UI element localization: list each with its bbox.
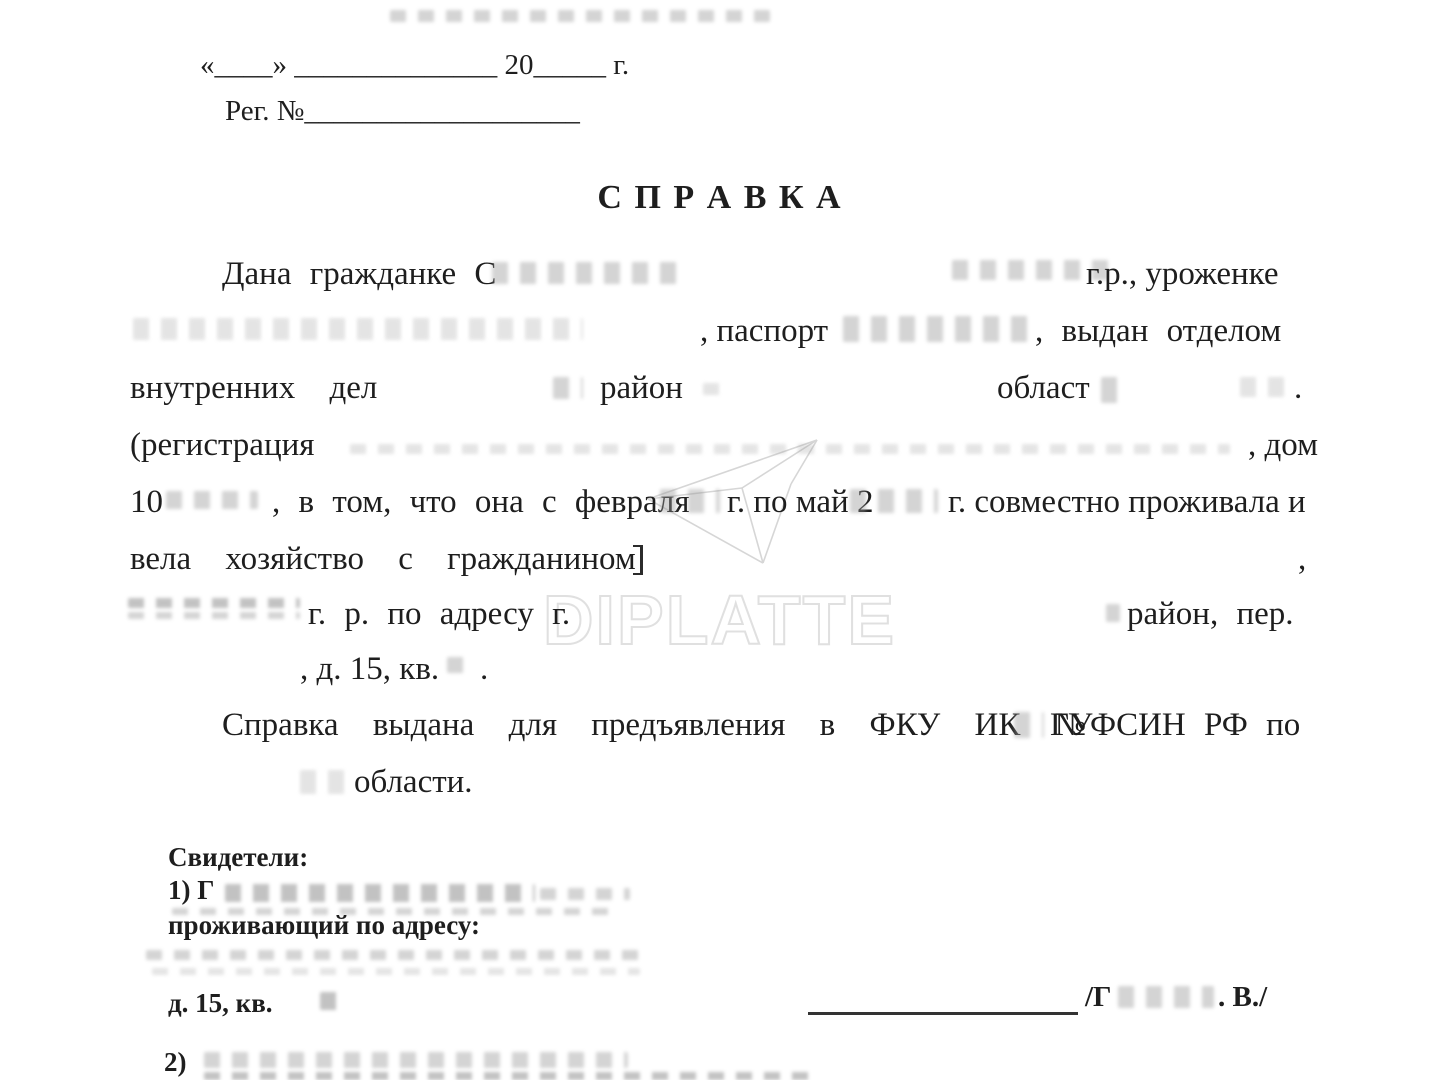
body-line2-passport: , паспорт <box>700 313 829 349</box>
purpose-line-end: ГУФСИН РФ по <box>1050 707 1301 743</box>
date-line: «____» ______________ 20_____ г. <box>200 49 630 81</box>
reg-number-line: Рег. №___________________ <box>225 95 580 127</box>
redacted-text <box>320 992 348 1010</box>
watermark-brand-text: DIPLATTE <box>543 581 897 659</box>
body-line3-start: внутренних дел <box>130 370 378 406</box>
redacted-text <box>1101 377 1121 403</box>
redacted-text <box>300 770 348 794</box>
body-line1-start: Дана гражданке С <box>222 256 497 292</box>
body-line3-period: . <box>1294 370 1303 406</box>
body-line4-registration: (регистрация <box>130 427 315 463</box>
body-line6-comma: , <box>1298 541 1307 577</box>
redacted-text <box>204 1052 628 1068</box>
witnesses-heading: Свидетели: <box>168 842 309 872</box>
redacted-text <box>540 888 630 900</box>
body-line5-number: 10 <box>130 484 163 520</box>
redacted-text <box>225 884 535 902</box>
redacted-text <box>553 377 583 399</box>
redacted-text <box>492 262 682 284</box>
purpose-line-start: Справка выдана для предъявления в ФКУ ИК № <box>222 707 1087 743</box>
redacted-text <box>166 491 258 509</box>
redacted-text <box>447 657 471 673</box>
redacted-text <box>1118 986 1214 1008</box>
redacted-text <box>133 318 583 340</box>
redacted-text <box>1240 377 1284 397</box>
redacted-text <box>128 612 300 619</box>
redacted-text <box>660 489 720 513</box>
body-line5-end: г. совместно проживала и <box>948 484 1306 520</box>
body-line5-from: , в том, что она с февраля <box>272 484 690 520</box>
redacted-text <box>390 10 770 22</box>
signature-name-start: /Г <box>1085 981 1112 1013</box>
redacted-text <box>204 1072 814 1080</box>
body-line3-district: район <box>600 370 683 406</box>
redacted-text <box>146 950 646 960</box>
body-line3-region: област <box>997 370 1090 406</box>
body-line2-end: , выдан отделом <box>1035 313 1282 349</box>
redacted-text <box>850 489 938 513</box>
redacted-text <box>703 383 721 395</box>
witness1-address-label: проживающий по адресу: <box>168 910 480 940</box>
purpose-region: области. <box>354 764 473 800</box>
body-line5-to: г. по май 2 <box>727 484 874 520</box>
witness1-house: д. 15, кв. <box>168 988 273 1018</box>
signature-initials: . В./ <box>1218 981 1268 1013</box>
body-line8-period: . <box>480 651 489 687</box>
erased-letter-remnant <box>633 545 643 575</box>
body-line6-start: вела хозяйство с гражданином <box>130 541 636 577</box>
body-line8-house: , д. 15, кв. <box>300 651 440 687</box>
redacted-text <box>350 444 1230 454</box>
body-line1-end: г.р., уроженке <box>1086 256 1279 292</box>
signature-line <box>808 1012 1078 1015</box>
redacted-text <box>1106 604 1120 622</box>
document-title: С П Р А В К А <box>597 179 843 216</box>
witness2-prefix: 2) <box>164 1047 187 1077</box>
redacted-text <box>1014 712 1044 738</box>
redacted-text <box>128 598 300 608</box>
redacted-text <box>152 968 640 975</box>
body-line7-end: район, пер. <box>1127 596 1294 632</box>
body-line4-house: , дом <box>1248 427 1319 463</box>
witness1-prefix: 1) Г <box>168 875 215 905</box>
redacted-text <box>843 316 1031 342</box>
body-line7-address: г. р. по адресу г. <box>308 596 571 632</box>
